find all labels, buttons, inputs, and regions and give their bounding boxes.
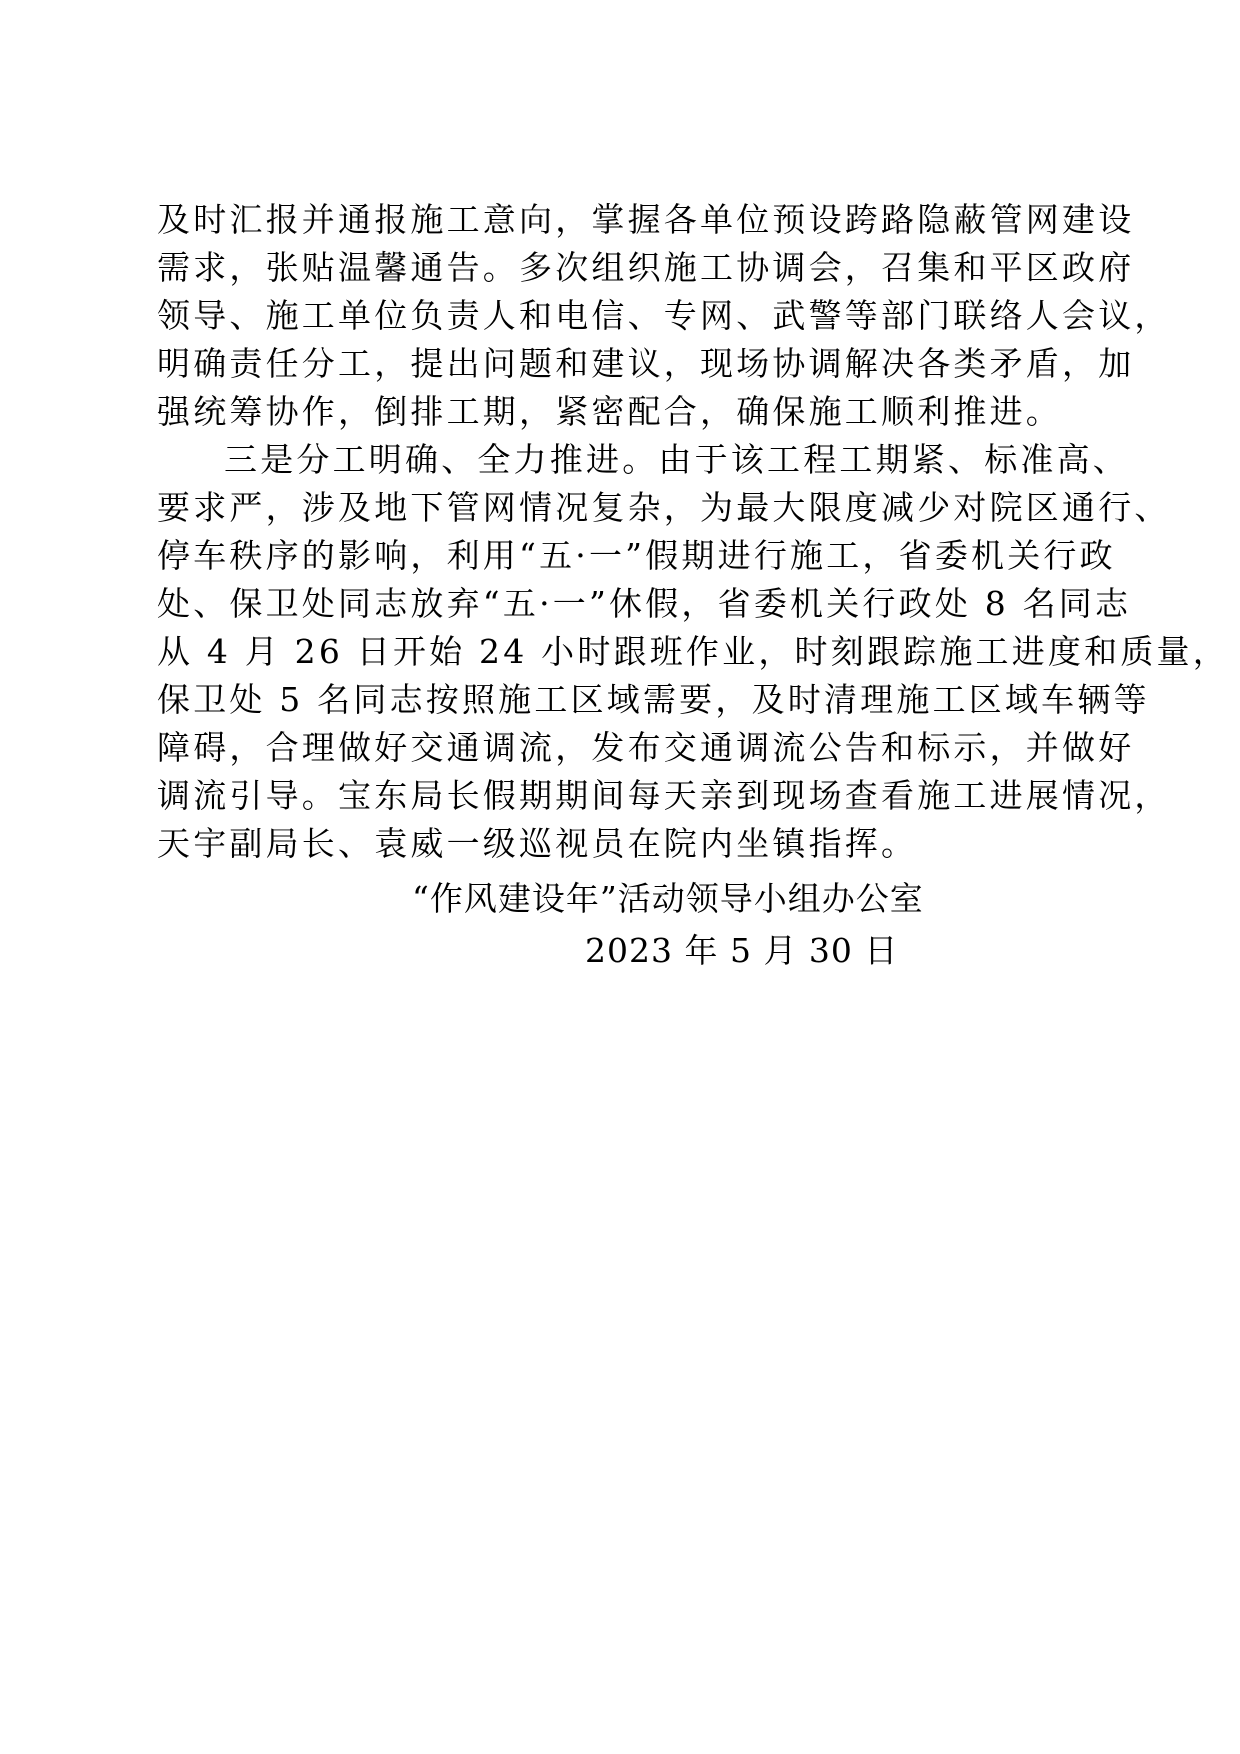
paragraph-line: 停车秩序的影响，利用“五·一”假期进行施工，省委机关行政 — [157, 536, 1116, 575]
paragraph-line: 领导、施工单位负责人和电信、专网、武警等部门联络人会议， — [157, 296, 1171, 335]
paragraph-line: 三是分工明确、全力推进。由于该工程工期紧、标准高、 — [224, 440, 1129, 479]
paragraph-line: 及时汇报并通报施工意向，掌握各单位预设跨路隐蔽管网建设 — [157, 200, 1135, 239]
paragraph-line: 处、保卫处同志放弃“五·一”休假，省委机关行政处 8 名同志 — [157, 584, 1132, 623]
signature-block — [412, 873, 1012, 977]
paragraph-line: 需求，张贴温馨通告。多次组织施工协调会，召集和平区政府 — [157, 248, 1135, 287]
paragraph-line: 从 4 月 26 日开始 24 小时跟班作业，时刻跟踪施工进度和质量， — [157, 632, 1229, 671]
signature-date: 2023 年 5 月 30 日 — [585, 931, 899, 970]
paragraph-line: 天宇副局长、袁威一级巡视员在院内坐镇指挥。 — [157, 824, 918, 863]
paragraph-line: 保卫处 5 名同志按照施工区域需要，及时清理施工区域车辆等 — [157, 680, 1150, 719]
body-text — [157, 196, 1229, 868]
paragraph-line: 强统筹协作，倒排工期，紧密配合，确保施工顺利推进。 — [157, 392, 1062, 431]
paragraph-line: 要求严，涉及地下管网情况复杂，为最大限度减少对院区通行、 — [157, 488, 1171, 527]
paragraph-line: 障碍，合理做好交通调流，发布交通调流公告和标示，并做好 — [157, 728, 1135, 767]
paragraph-line: 明确责任分工，提出问题和建议，现场协调解决各类矛盾，加 — [157, 344, 1135, 383]
signature-organization: “作风建设年”活动领导小组办公室 — [412, 879, 924, 918]
paragraph-line: 调流引导。宝东局长假期期间每天亲到现场查看施工进展情况， — [157, 776, 1171, 815]
